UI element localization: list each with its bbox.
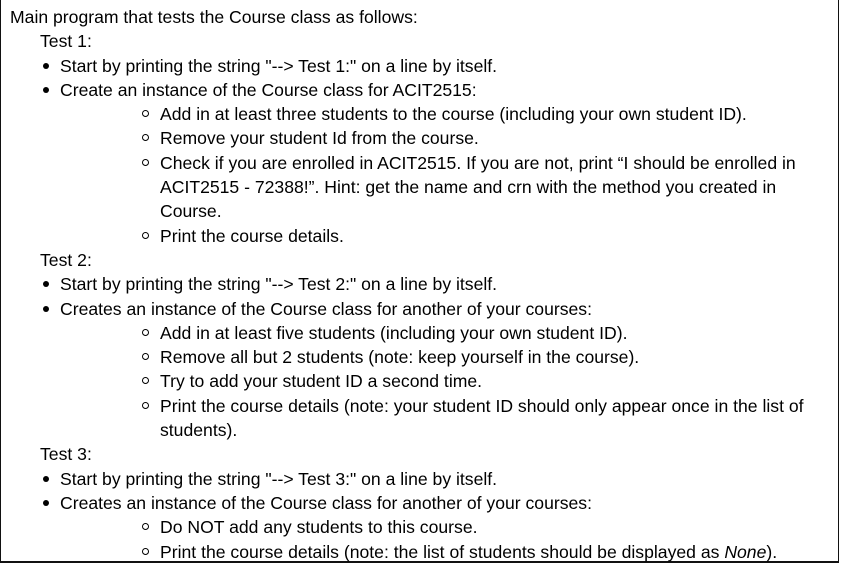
list-item bbox=[10, 491, 838, 564]
sub-list-item-text: Remove all but 2 students (note: keep yourself in the course). bbox=[160, 347, 640, 368]
circle-bullet-icon bbox=[142, 548, 149, 555]
bullet-icon bbox=[43, 476, 49, 482]
sub-list-item-text: Add in at least five students (including your own student ID). bbox=[160, 322, 628, 343]
sub-bullet-list bbox=[60, 515, 838, 564]
sub-list-item bbox=[60, 224, 838, 248]
sub-list-item bbox=[60, 321, 838, 345]
intro-text: Main program that tests the Course class as follows: bbox=[10, 7, 418, 27]
sub-list-item-tail: ). bbox=[766, 541, 778, 562]
test-section-3 bbox=[10, 442, 838, 563]
test-heading: Test 1: bbox=[40, 31, 92, 52]
circle-bullet-icon bbox=[142, 159, 149, 166]
list-item bbox=[10, 78, 838, 248]
sub-list-item bbox=[60, 126, 838, 150]
sub-list-item-text: Print the course details (note: the list of students should be displayed as bbox=[160, 541, 725, 562]
sub-list-item-text: Print the course details (note: your student ID should only appear once in the list of students). bbox=[160, 395, 804, 441]
sub-list-item bbox=[60, 515, 838, 539]
bullet-list bbox=[10, 54, 838, 248]
test-heading: Test 2: bbox=[40, 249, 92, 270]
list-item-text: Start by printing the string "--> Test 2:" on a line by itself. bbox=[60, 274, 498, 295]
circle-bullet-icon bbox=[142, 232, 149, 239]
list-item bbox=[10, 467, 838, 491]
sub-list-item bbox=[60, 102, 838, 126]
list-item-text: Start by printing the string "--> Test 1:" on a line by itself. bbox=[60, 55, 498, 76]
sub-bullet-list bbox=[60, 102, 838, 248]
circle-bullet-icon bbox=[142, 402, 149, 409]
sub-list-item-text: Check if you are enrolled in ACIT2515. If you are not, print “I should be enrolled in ACIT2515 - 72388!”. Hint: get the name and crn with the method you created in Course. bbox=[160, 152, 796, 222]
list-item-text: Start by printing the string "--> Test 3:" on a line by itself. bbox=[60, 468, 498, 489]
sub-list-item bbox=[60, 345, 838, 369]
sub-list-item bbox=[60, 394, 838, 443]
list-item bbox=[10, 297, 838, 443]
list-item bbox=[10, 54, 838, 78]
sub-list-item bbox=[60, 540, 838, 564]
circle-bullet-icon bbox=[142, 134, 149, 141]
sub-list-item bbox=[60, 151, 838, 224]
list-item-text: Creates an instance of the Course class for another of your courses: bbox=[60, 492, 592, 513]
sub-list-item-text: Remove your student Id from the course. bbox=[160, 128, 479, 149]
list-item bbox=[10, 272, 838, 296]
test-section-2 bbox=[10, 248, 838, 442]
bullet-icon bbox=[43, 63, 49, 69]
list-item-text: Create an instance of the Course class for ACIT2515: bbox=[60, 79, 477, 100]
bullet-icon bbox=[43, 87, 49, 93]
circle-bullet-icon bbox=[142, 353, 149, 360]
circle-bullet-icon bbox=[142, 377, 149, 384]
sub-list-item-text: Try to add your student ID a second time. bbox=[160, 371, 483, 392]
test-heading: Test 3: bbox=[40, 444, 92, 465]
sub-list-item-text: Print the course details. bbox=[160, 225, 344, 246]
sub-list-item-text: Add in at least three students to the course (including your own student ID). bbox=[160, 104, 747, 125]
bullet-icon bbox=[43, 306, 49, 312]
sub-list-item bbox=[60, 369, 838, 393]
circle-bullet-icon bbox=[142, 523, 149, 530]
circle-bullet-icon bbox=[142, 329, 149, 336]
circle-bullet-icon bbox=[142, 110, 149, 117]
bullet-list bbox=[10, 467, 838, 564]
bullet-icon bbox=[43, 500, 49, 506]
bullet-icon bbox=[43, 281, 49, 287]
sub-list-item-text: Do NOT add any students to this course. bbox=[160, 517, 478, 538]
bullet-list bbox=[10, 272, 838, 442]
test-section-1 bbox=[10, 29, 838, 248]
italic-none-text: None bbox=[724, 541, 767, 562]
list-item-text: Creates an instance of the Course class for another of your courses: bbox=[60, 298, 592, 319]
sub-bullet-list bbox=[60, 321, 838, 442]
